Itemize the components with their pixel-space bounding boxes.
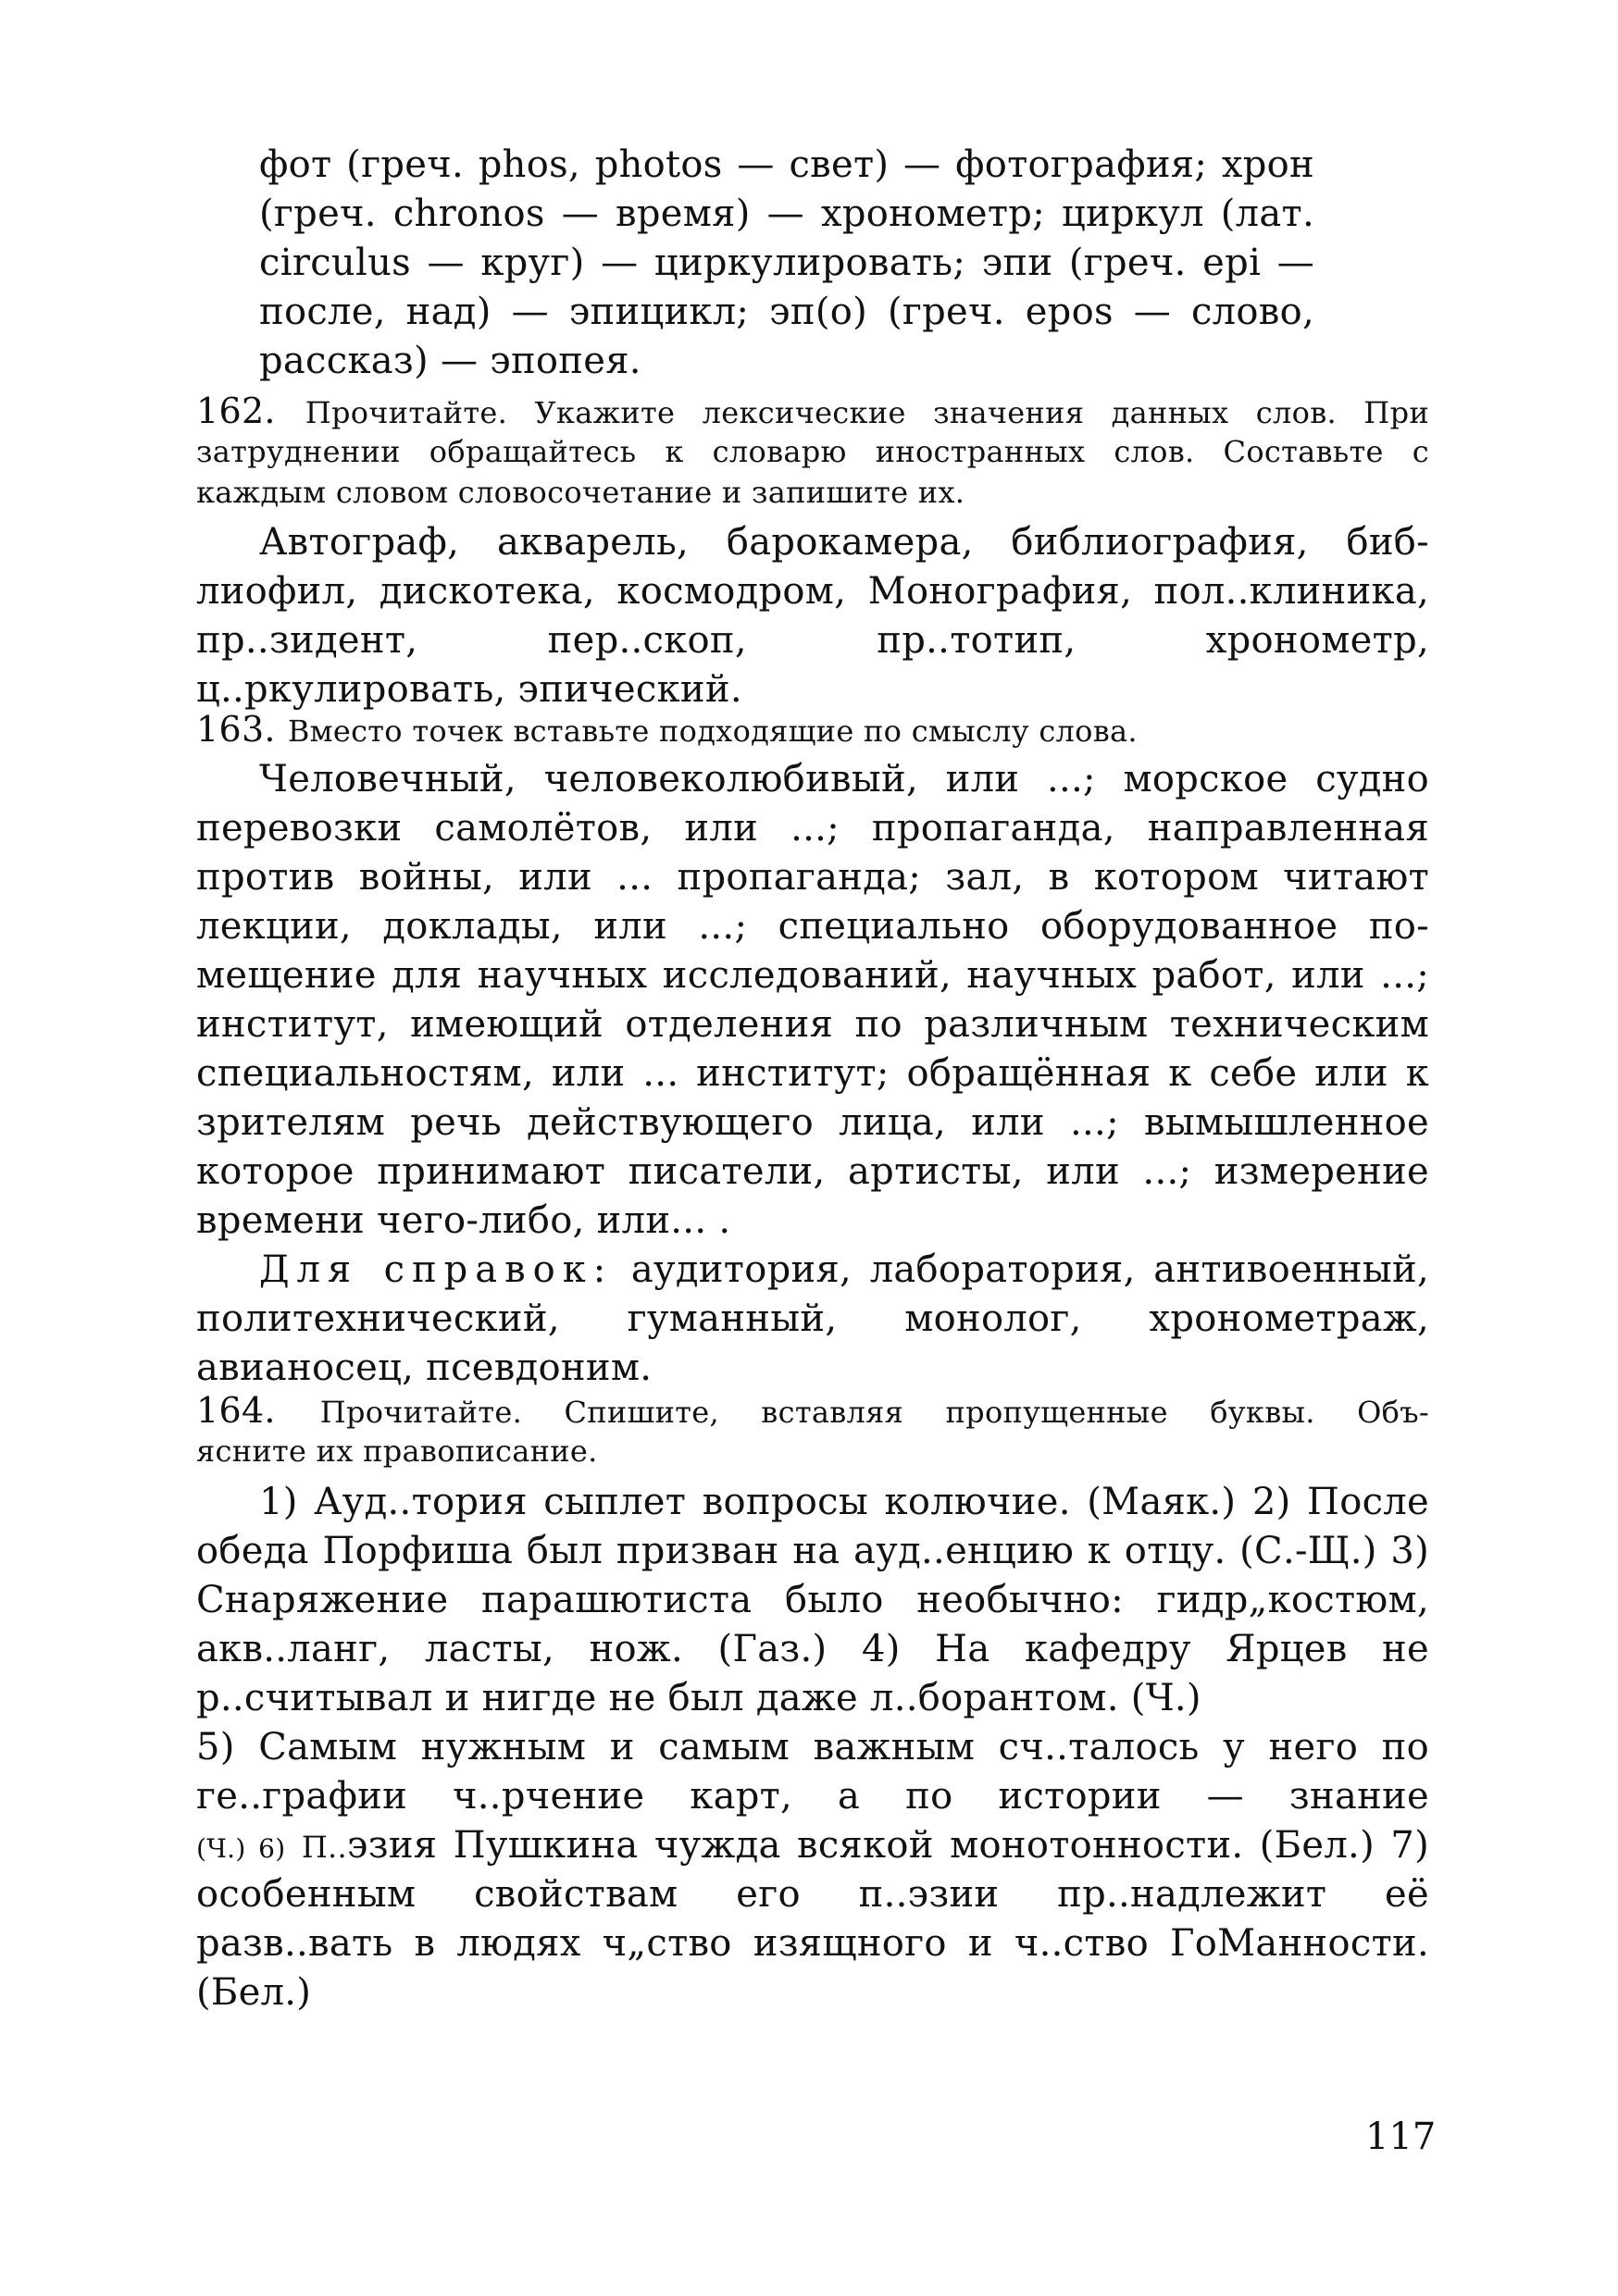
exercise-163-body-line: которое принимают писатели, артисты, или ...; измерение — [196, 1150, 1429, 1193]
exercise-163-body-line: лекции, доклады, или ...; специально оборудованное по- — [196, 905, 1429, 948]
intro-line: circulus — круг) — циркулировать; эпи (греч. epi — — [259, 242, 1314, 284]
exercise-163-body-line: зрителям речь действующего лица, или ...; вымышленное — [196, 1101, 1429, 1144]
exercise-164-body-line: р..считывал и нигде не был даже л..борантом. (Ч.) — [196, 1677, 1201, 1719]
exercise-164-body-line: особенным свойствам его п..эзии пр..надлежит её — [196, 1873, 1429, 1916]
exercise-163-task-line: 163. Вместо точек вставьте подходящие по смыслу слова. — [196, 709, 1138, 750]
exercise-164-body-line-mixed: (Ч.) 6) П..эзия Пушкина чужда всякой монотонности. (Бел.) 7) — [196, 1824, 1429, 1867]
intro-line: рассказ) — эпопея. — [259, 340, 641, 382]
reference-label: Для справок: — [259, 1248, 614, 1291]
exercise-162-body-line: пр..зидент, пер..скоп, пр..тотип, хронометр, — [196, 619, 1429, 662]
intro-line: (греч. chronos — время) — хронометр; циркул (лат. — [259, 192, 1314, 235]
exercise-164-body-line: разв..вать в людях ч„ство изящного и ч..ство ГоМанности. — [196, 1922, 1429, 1965]
exercise-164-task-line: ясните их правописание. — [196, 1433, 598, 1469]
exercise-162-number: 162. — [196, 391, 276, 431]
exercise-164-body-line: обеда Порфиша был призван на ауд..енцию к отцу. (С.-Щ.) 3) — [196, 1530, 1429, 1572]
intro-line: после, над) — эпицикл; эп(о) (греч. epos — слово, — [259, 291, 1314, 333]
exercise-164-body-line: 1) Ауд..тория сыплет вопросы колючие. (Маяк.) 2) После — [259, 1481, 1429, 1523]
exercise-162-task-line: каждым словом словосочетание и запишите их. — [196, 475, 965, 510]
exercise-163-body-line: специальностям, или ... институт; обращённая к себе или к — [196, 1052, 1429, 1095]
exercise-162-body-line: Автограф, акварель, барокамера, библиография, биб- — [259, 521, 1429, 564]
exercise-164-body-line: (Бел.) — [196, 1971, 312, 2014]
exercise-163-reference-line: политехнический, гуманный, монолог, хронометраж, — [196, 1297, 1429, 1340]
exercise-163-body-line: институт, имеющий отделения по различным техническим — [196, 1003, 1429, 1046]
exercise-163-body-line: против войны, или ... пропаганда; зал, в котором читают — [196, 856, 1429, 899]
exercise-163-reference-line: авианосец, псевдоним. — [196, 1347, 653, 1389]
exercise-164-body-line: ге..графии ч..рчение карт, а по истории — знание — [196, 1775, 1429, 1818]
exercise-163-body-line: мещение для научных исследований, научных работ, или ...; — [196, 954, 1429, 997]
exercise-162-task-line: затруднении обращайтесь к словарю иностранных слов. Составьте с — [196, 434, 1429, 469]
exercise-163-number: 163. — [196, 709, 276, 750]
exercise-163-reference-line: Для справок: аудитория, лаборатория, антивоенный, — [259, 1248, 1429, 1291]
exercise-164-number: 164. — [196, 1390, 276, 1431]
exercise-163-body-line: Человечный, человеколюбивый, или ...; морское судно — [259, 758, 1429, 800]
exercise-164-task-line-1: 164. Прочитайте. Спишите, вставляя пропущенные буквы. Объ- — [196, 1390, 1429, 1431]
exercise-162-task-line-1: 162. Прочитайте. Укажите лексические значения данных слов. При — [196, 391, 1429, 431]
exercise-162-body-line: ц..ркулировать, эпический. — [196, 668, 742, 711]
exercise-163-body-line: времени чего-либо, или... . — [196, 1199, 731, 1242]
intro-line: фот (греч. phos, photos — свет) — фотография; хрон — [259, 143, 1314, 186]
exercise-164-body-line: 5) Самым нужным и самым важным сч..талось у него по — [196, 1726, 1429, 1769]
page-number: 117 — [1365, 2116, 1437, 2158]
exercise-163-body-line: перевозки самолётов, или ...; пропаганда, направленная — [196, 807, 1429, 850]
exercise-164-body-line: акв..ланг, ласты, нож. (Газ.) 4) На кафедру Ярцев не — [196, 1628, 1429, 1670]
exercise-164-body-line: Снаряжение парашютиста было необычно: гидр„костюм, — [196, 1579, 1429, 1621]
exercise-162-body-line: лиофил, дискотека, космодром, Монография, пол..клиника, — [196, 570, 1429, 613]
